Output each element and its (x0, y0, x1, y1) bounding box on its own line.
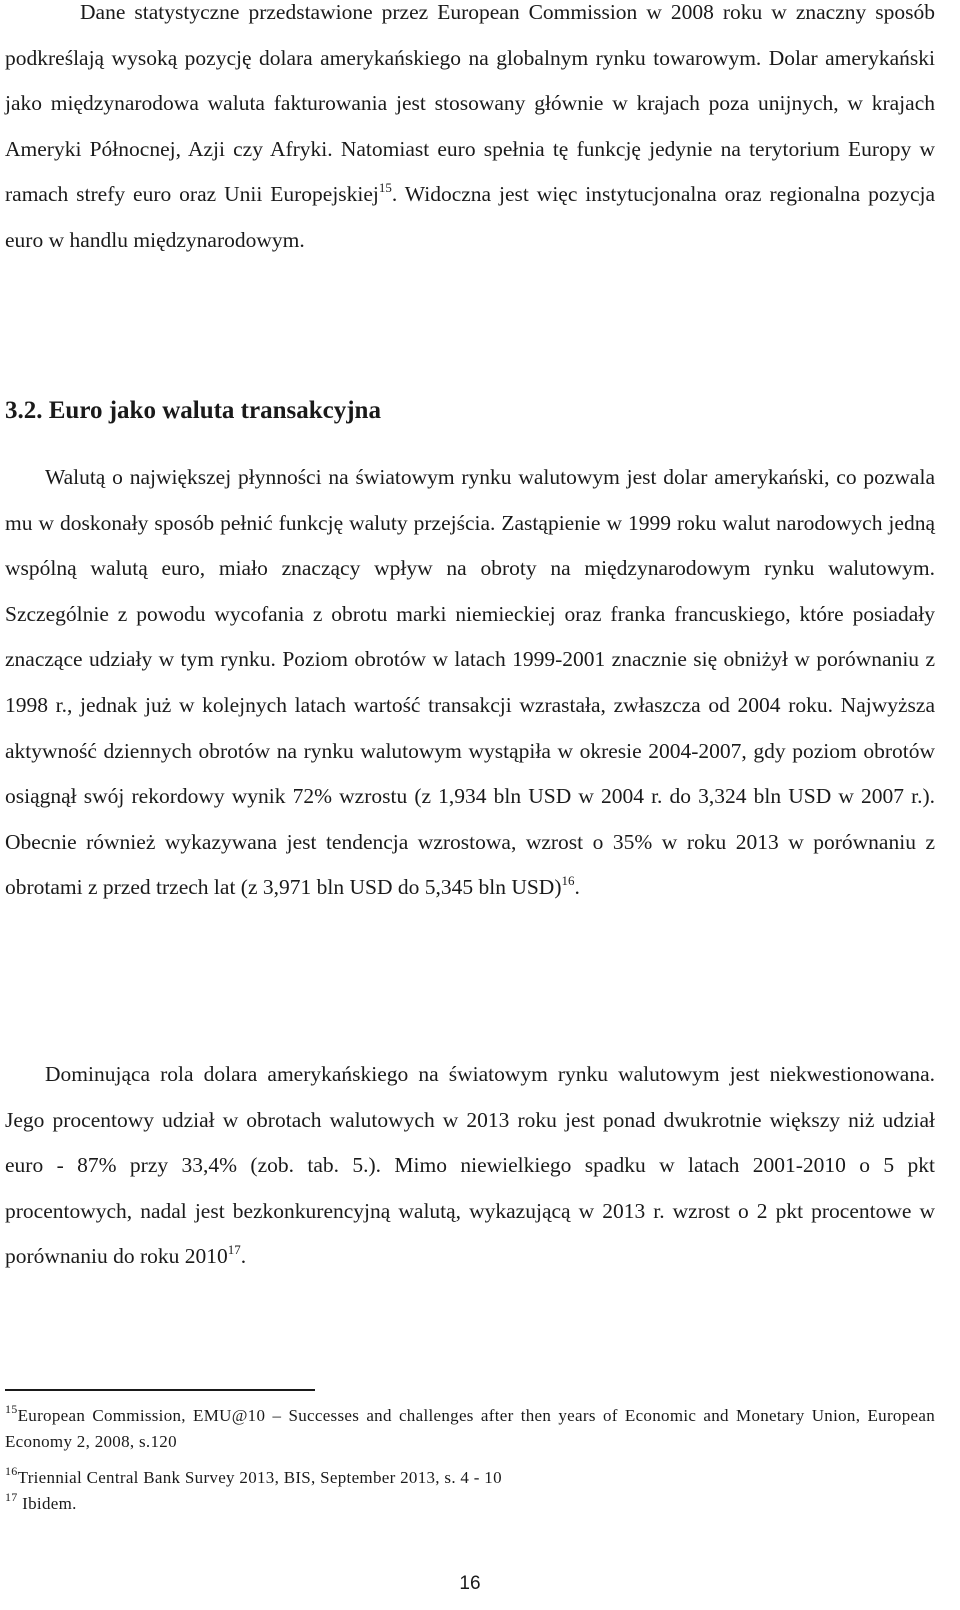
footnote-text: Ibidem. (17, 1494, 77, 1513)
paragraph-transaction-currency (5, 455, 935, 911)
paragraph-statistics (5, 0, 935, 264)
footnote-number: 16 (5, 1464, 18, 1478)
paragraph-text: Dominująca rola dolara amerykańskiego na światowym rynku walutowym jest niekwestionowana. Jego procentowy udział w obrotach walutowych w 2013 roku jest ponad dwukrotnie większy niż udział euro - 87% przy 33,4% (zob. tab. 5.). Mimo niewielkiego spadku w latach 2001-2010 o 5 pkt procentowych, nadal jest bezkonkurencyjną walutą, wykazującą w 2013 r. wzrost o 2 pkt procentowe w porównaniu do roku 2010 (5, 1062, 935, 1269)
footnote-16 (5, 1465, 935, 1491)
footnote-text: Triennial Central Bank Survey 2013, BIS, September 2013, s. 4 - 10 (17, 1468, 502, 1487)
footnote-ref-17[interactable]: 17 (227, 1242, 241, 1258)
footnote-number: 15 (5, 1402, 18, 1416)
paragraph-text: . Widoczna jest więc instytucjonalna oraz regionalna pozycja euro w handlu międzynarodowym. (5, 182, 935, 252)
footnote-text: European Commission, EMU@10 – Successes and challenges after then years of Economic and Monetary Union, European Economy 2, 2008, s.120 (5, 1406, 935, 1451)
section-heading: 3.2. Euro jako waluta transakcyjna (5, 397, 381, 424)
footnote-15 (5, 1403, 935, 1455)
footnote-ref-15[interactable]: 15 (378, 180, 392, 196)
page-number: 16 (459, 1573, 481, 1594)
footnote-separator (5, 1389, 315, 1391)
footnotes (5, 1403, 935, 1517)
footnote-17 (5, 1491, 935, 1517)
paragraph-text: . (574, 875, 580, 900)
paragraph-dollar-dominance (5, 1052, 935, 1280)
paragraph-text: . (240, 1244, 247, 1269)
paragraph-text: Dane statystyczne przedstawione przez European Commission w 2008 roku w znaczny sposób podkreślają wysoką pozycję dolara amerykańskiego na globalnym rynku towarowym. Dolar amerykański jako międzynarodowa waluta fakturowania jest stosowany głównie w krajach poza unijnych, w krajach Ameryki Północnej, Azji czy Afryki. Natomiast euro spełnia tę funkcję jedynie na terytorium Europy w ramach strefy euro oraz Unii Europejskiej (5, 0, 935, 207)
footnote-ref-16[interactable]: 16 (561, 873, 575, 889)
paragraph-text: Walutą o największej płynności na światowym rynku walutowym jest dolar amerykański, co pozwala mu w doskonały sposób pełnić funkcję waluty przejścia. Zastąpienie w 1999 roku walut narodowych jedną wspólną walutą euro, miało znaczący wpływ na obroty na międzynarodowym rynku walutowym. Szczególnie z powodu wycofania z obrotu marki niemieckiej oraz franka francuskiego, które posiadały znaczące udziały w tym rynku. Poziom obrotów w latach 1999-2001 znacznie się obniżył w porównaniu z 1998 r., jednak już w kolejnych latach wartość transakcji wzrastała, zwłaszcza od 2004 roku. Najwyższa aktywność dziennych obrotów na rynku walutowym wystąpiła w okresie 2004-2007, gdy poziom obrotów osiągnął swój rekordowy wynik 72% wzrostu (z 1,934 bln USD w 2004 r. do 3,324 bln USD w 2007 r.). Obecnie również wykazywana jest tendencja wzrostowa, wzrost o 35% w roku 2013 w porównaniu z obrotami z przed trzech lat (z 3,971 bln USD do 5,345 bln USD) (5, 465, 935, 900)
footnote-number: 17 (5, 1490, 18, 1504)
